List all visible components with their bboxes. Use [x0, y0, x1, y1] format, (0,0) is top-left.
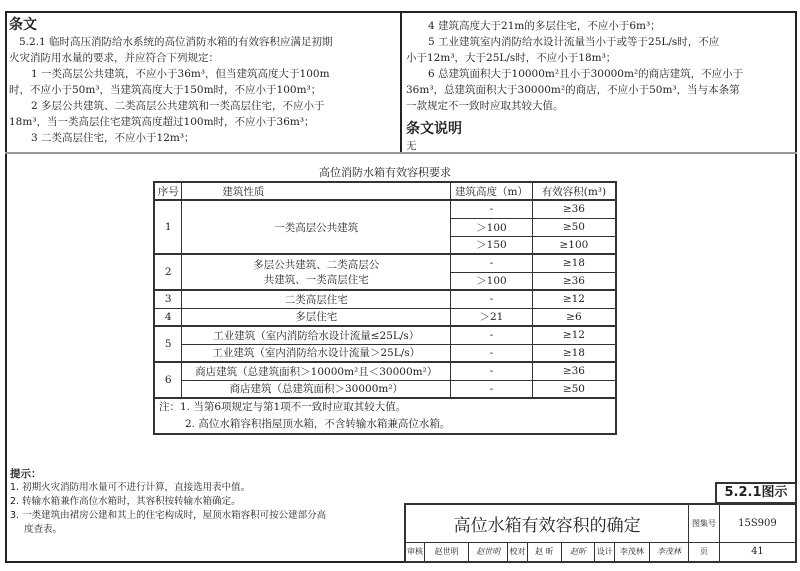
page-label: 页	[689, 542, 720, 562]
cell: -	[451, 380, 533, 398]
table-row	[154, 308, 616, 326]
clauses-right	[406, 18, 794, 154]
table-row	[154, 290, 616, 308]
cell: 3	[154, 290, 182, 308]
clause-line: 5.2.1 临时高压消防给水系统的高位消防水箱的有效容积应满足初期	[19, 36, 333, 48]
explanation-text: 无	[406, 140, 417, 152]
cell: 5	[154, 326, 182, 362]
clause-line: 火灾消防用水量的要求，并应符合下列规定：	[9, 52, 219, 64]
tank-volume-table	[153, 181, 617, 435]
tips-heading: 提示：	[10, 468, 42, 480]
reviewer-name: 赵世明	[425, 542, 469, 562]
clauses-left	[9, 14, 399, 146]
table-row	[154, 326, 616, 344]
clause-line: 2 多层公共建筑、二类高层公共建筑和一类高层住宅，不应小于	[31, 100, 325, 112]
cell: 2	[154, 254, 182, 290]
note-line: 2. 高位水箱容积指屋顶水箱，不含转输水箱兼高位水箱。	[185, 418, 451, 430]
tip-item: 2. 转输水箱兼作高位水箱时，其容积按转输水箱确定。	[10, 496, 241, 507]
cell: ≥50	[532, 218, 616, 236]
cell-line: 共建筑、一类高层住宅	[263, 274, 369, 286]
table-notes	[154, 398, 616, 434]
cell: ＞100	[451, 218, 533, 236]
cell: 二类高层住宅	[182, 290, 451, 308]
clause-line: 4 建筑高度大于21m的多层住宅，不应小于6m³；	[428, 20, 661, 32]
clause-line: 一款规定不一致时应取其较大值。	[406, 100, 564, 112]
cell-line: 多层公共建筑、二类高层公	[253, 259, 380, 271]
checker-name: 赵 昕	[528, 542, 562, 562]
cell: -	[451, 290, 533, 308]
header-cell: 建筑性质	[182, 182, 451, 200]
header-cell: 建筑高度（m）	[451, 182, 533, 200]
table-row	[154, 254, 616, 272]
cell: ＞100	[451, 272, 533, 290]
clause-line: 3 二类高层住宅，不应小于12m³；	[31, 132, 195, 144]
cell: -	[451, 254, 533, 272]
clause-line: 小于12m³，大于25L/s时，不应小于18m³；	[406, 52, 617, 64]
drawing-title: 高位水箱有效容积的确定	[405, 504, 689, 542]
tips	[10, 467, 410, 537]
cell: ≥36	[532, 200, 616, 218]
clause-line: 5 工业建筑室内消防给水设计流量当小于或等于25L/s时，不应	[428, 36, 720, 48]
check-label: 校对	[508, 542, 528, 562]
cell: -	[451, 200, 533, 218]
tip-item: 3. 一类建筑由裙房公建和其上的住宅构成时，屋顶水箱容积可按公建部分高	[10, 510, 327, 521]
clause-line: 18m³，当一类高层住宅建筑高度超过100m时，不应小于36m³；	[9, 116, 315, 128]
cell: ≥6	[532, 308, 616, 326]
table-row	[154, 380, 616, 398]
cell: ≥36	[532, 272, 616, 290]
cell: 6	[154, 362, 182, 398]
cell: -	[451, 362, 533, 380]
clause-line: 时，不应小于50m³，当建筑高度大于150m时，不应小于100m³；	[9, 84, 322, 96]
cell: 多层住宅	[182, 308, 451, 326]
cell: 商店建筑（总建筑面积＞10000m²且＜30000m²）	[182, 362, 451, 380]
reviewer-signature: 赵世明	[469, 542, 508, 562]
cell: 4	[154, 308, 182, 326]
header-cell: 序号	[154, 182, 182, 200]
atlas-label: 图集号	[689, 504, 720, 542]
cell: 工业建筑（室内消防给水设计流量＞25L/s）	[182, 344, 451, 362]
table-title: 高位消防水箱有效容积要求	[319, 166, 451, 179]
tip-item: 1. 初期火灾消防用水量可不进行计算，直接选用表中值。	[10, 482, 251, 493]
designer-name: 李茂林	[615, 542, 649, 562]
cell: 一类高层公共建筑	[182, 200, 451, 254]
column-divider	[400, 11, 402, 153]
cell: ≥50	[532, 380, 616, 398]
header-cell: 有效容积(m³)	[532, 182, 616, 200]
clause-line: 36m³，总建筑面积大于30000m²的商店，不应小于50m³，当与本条第	[406, 84, 740, 96]
clause-line: 6 总建筑面积大于10000m²且小于30000m²的商店建筑，不应小于	[428, 68, 744, 80]
cell: ≥100	[532, 236, 616, 254]
title-block	[404, 503, 797, 563]
cell: ＞150	[451, 236, 533, 254]
cell: 1	[154, 200, 182, 254]
designer-signature: 李茂林	[649, 542, 689, 562]
cell: -	[451, 344, 533, 362]
cell: 商店建筑（总建筑面积＞30000m²）	[182, 380, 451, 398]
table-row	[154, 362, 616, 380]
cell: ≥12	[532, 290, 616, 308]
page-number: 41	[719, 542, 796, 562]
tip-item: 度查表。	[24, 524, 63, 535]
cell: ≥18	[532, 254, 616, 272]
design-label: 设计	[595, 542, 615, 562]
clauses-heading: 条文	[9, 17, 37, 33]
cell: ≥18	[532, 344, 616, 362]
cell: ＞21	[451, 308, 533, 326]
cell	[182, 254, 451, 290]
clause-line: 1 一类高层公共建筑，不应小于36m³，但当建筑高度大于100m	[31, 68, 330, 80]
atlas-number: 15S909	[719, 504, 796, 542]
cell: -	[451, 326, 533, 344]
cell: ≥12	[532, 326, 616, 344]
explanation-heading: 条文说明	[406, 121, 462, 137]
note-line: 注：1. 当第6项规定与第1项不一致时应取其较大值。	[159, 401, 407, 413]
cell: ≥36	[532, 362, 616, 380]
checker-signature: 赵昕	[561, 542, 595, 562]
table-header	[154, 182, 616, 200]
table-row	[154, 344, 616, 362]
table-row	[154, 200, 616, 218]
review-label: 审核	[405, 542, 425, 562]
cell: 工业建筑（室内消防给水设计流量≤25L/s）	[182, 326, 451, 344]
figure-label: 5.2.1图示	[715, 482, 797, 504]
